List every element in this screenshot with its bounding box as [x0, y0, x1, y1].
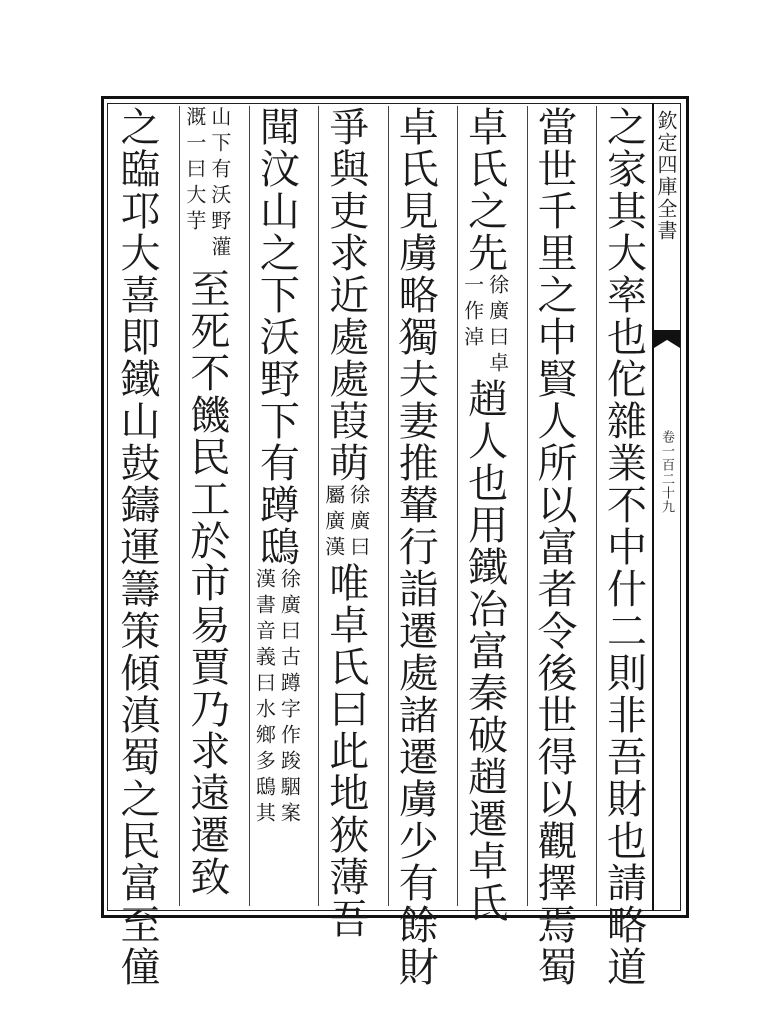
main-text: 卓氏之先 [461, 106, 508, 274]
note-line-right: 山下有沃野灌 [207, 106, 232, 262]
commentary-note [461, 274, 509, 378]
main-text: 卓氏見虜略獨夫妻推輦行詣遷處諸遷虜少有餘財 [392, 106, 439, 988]
note-line-left: 屬廣漢 [321, 484, 346, 562]
note-line-left: 一作淖 [460, 274, 485, 352]
text-column [457, 106, 511, 924]
main-text: 聞汶山之下沃野下有蹲鴟 [253, 106, 300, 568]
note-line-left: 漢書音義曰水鄉多鴟其 [252, 568, 277, 828]
main-text: 之家其大率也佗雜業不中什二則非吾財也請略道 [600, 106, 647, 988]
commentary-note [252, 568, 300, 828]
main-text: 至死不饑民工於市易賈乃求遠遷致 [183, 268, 230, 898]
text-column [179, 106, 233, 906]
commentary-note [322, 484, 370, 562]
note-line-right: 徐廣曰古蹲字作踆駰案 [277, 568, 302, 828]
note-line-left: 溉一曰大芋 [182, 106, 207, 236]
text-column [110, 106, 164, 988]
text-column [388, 106, 442, 988]
note-line-right: 徐廣曰 [346, 484, 371, 562]
main-text: 唯卓氏曰此地狹薄吾 [322, 562, 369, 940]
volume-number: 卷一百二十九 [659, 430, 674, 514]
main-text: 當世千里之中賢人所以富者令後世得以觀擇焉蜀 [531, 106, 578, 988]
book-title: 欽定四庫全書 [654, 110, 678, 242]
note-line-right: 徐廣曰卓 [485, 274, 510, 378]
main-text: 爭與吏求近處處葭萌 [322, 106, 369, 484]
main-text: 之臨邛大喜即鐵山鼓鑄運籌策傾滇蜀之民富至僮 [114, 106, 160, 988]
commentary-note [183, 106, 231, 262]
main-text: 趙人也用鐵冶富秦破趙遷卓氏 [461, 378, 508, 924]
text-column [249, 106, 303, 906]
text-column [527, 106, 581, 988]
text-column [318, 106, 372, 940]
text-column [596, 106, 650, 988]
text-columns [110, 106, 650, 988]
